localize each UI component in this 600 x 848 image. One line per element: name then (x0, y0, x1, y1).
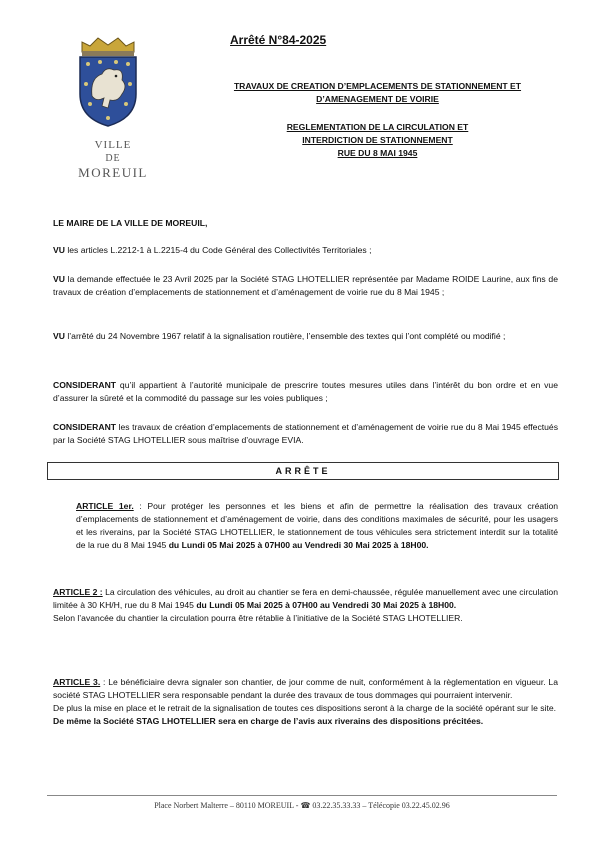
article-1-dates: du Lundi 05 Mai 2025 à 07H00 au Vendredi 30 Mai 2025 à 18H00. (168, 540, 429, 550)
vu-paragraph-1 (53, 244, 558, 257)
vu-label: VU (53, 245, 65, 255)
town-name (72, 138, 154, 180)
vu-text: les articles L.2212-1 à L.2215-4 du Code Général des Collectivités Territoriales ; (64, 245, 372, 255)
considerant-text: les travaux de création d’emplacements de stationnement et d’aménagement de voirie rue du 8 Mai 1945 effectués par la Société STAG LHOTELLIER sous maîtrise d’ouvrage EVIA. (53, 422, 558, 445)
considerant-label: CONSIDERANT (53, 380, 117, 390)
decree-subtitle-line2: INTERDICTION DE STATIONNEMENT (302, 135, 453, 145)
decree-title-line2: D’AMENAGEMENT DE VOIRIE (316, 94, 439, 104)
article-2 (53, 586, 558, 625)
town-name-line2: DE (105, 153, 121, 164)
decree-number: Arrêté N°84-2025 (230, 33, 327, 47)
article-3-text: : Le bénéficiaire devra signaler son chantier, de jour comme de nuit, conformément à la règlementation en vigueur. La société STAG LHOTELLIER sera responsable pendant la durée des travaux de tous dommages qui pourraient intervenir. (53, 677, 558, 700)
vu-label: VU (53, 331, 65, 341)
considerant-paragraph-2 (53, 421, 558, 447)
decree-title-line1: TRAVAUX DE CREATION D’EMPLACEMENTS DE STATIONNEMENT ET (233, 81, 522, 91)
mayor-heading: LE MAIRE DE LA VILLE DE MOREUIL, (53, 218, 208, 228)
decree-subtitle (200, 121, 555, 160)
considerant-text: qu’il appartient à l’autorité municipale de prescrire toutes mesures utiles dans l’intérêt du bon ordre et en vue d’assurer la sûreté et la commodité du passage sur les voies publiques ; (53, 380, 558, 403)
article-3-text2: De plus la mise en place et le retrait de la signalisation de toutes ces dispositions seront à la charge de la société opérant sur le site. (53, 703, 557, 713)
arrete-title: ARRÊTE (47, 462, 559, 480)
article-1-label: ARTICLE 1er. (76, 501, 134, 511)
vu-paragraph-3 (53, 330, 558, 343)
article-1-text: : Pour protéger les personnes et les biens et afin de permettre la réalisation des travaux création d’emplacements de stationnement et d’aménagement de voirie, dans des conditions maximales de sécurité, pour les usagers et les riverains, par la Société STAG LHOTELLIER, le stationnement de tous véhicules sera strictement interdit sur la totalité de la rue du 8 Mai 1945 (76, 501, 558, 550)
footer-address: Place Norbert Malterre – 80110 MOREUIL - ☎ 03.22.35.33.33 – Télécopie 03.22.45.02.96 (154, 801, 450, 810)
vu-label: VU (53, 274, 65, 284)
considerant-label: CONSIDERANT (53, 422, 117, 432)
town-name-line1: VILLE (94, 139, 132, 151)
article-2-text2: Selon l’avancée du chantier la circulation pourra être rétablie à l’initiative de la Société STAG LHOTELLIER. (53, 613, 463, 623)
decree-subtitle-line3: RUE DU 8 MAI 1945 (337, 148, 418, 158)
decree-subtitle-line1: REGLEMENTATION DE LA CIRCULATION ET (286, 122, 469, 132)
considerant-paragraph-1 (53, 379, 558, 405)
article-1 (53, 500, 558, 552)
decree-title (200, 80, 555, 106)
article-2-label: ARTICLE 2 : (53, 587, 103, 597)
town-name-line3: MOREUIL (78, 165, 148, 180)
article-3-notice: De même la Société STAG LHOTELLIER sera en charge de l’avis aux riverains des dispositions précitées. (53, 716, 484, 726)
vu-text: la demande effectuée le 23 Avril 2025 par la Société STAG LHOTELLIER représentée par Madame ROIDE Laurine, aux fins de travaux de création d’emplacements de stationnement et d’aménagement de voirie rue du 8 Mai 1945 ; (53, 274, 558, 297)
article-2-dates: du Lundi 05 Mai 2025 à 07H00 au Vendredi 30 Mai 2025 à 18H00. (196, 600, 457, 610)
article-2-text: La circulation des véhicules, au droit au chantier se fera en demi-chaussée, régulée manuellement avec une circulation limitée à 30 KH/H, rue du 8 Mai 1945 (53, 587, 558, 610)
article-3 (53, 676, 558, 728)
vu-text: l’arrêté du 24 Novembre 1967 relatif à la signalisation routière, l’ensemble des textes qui l’ont complété ou modifié ; (64, 331, 506, 341)
moreuil-coat-of-arms (72, 36, 144, 128)
article-3-label: ARTICLE 3. (53, 677, 101, 687)
footer-divider (47, 795, 557, 796)
vu-paragraph-2 (53, 273, 558, 299)
